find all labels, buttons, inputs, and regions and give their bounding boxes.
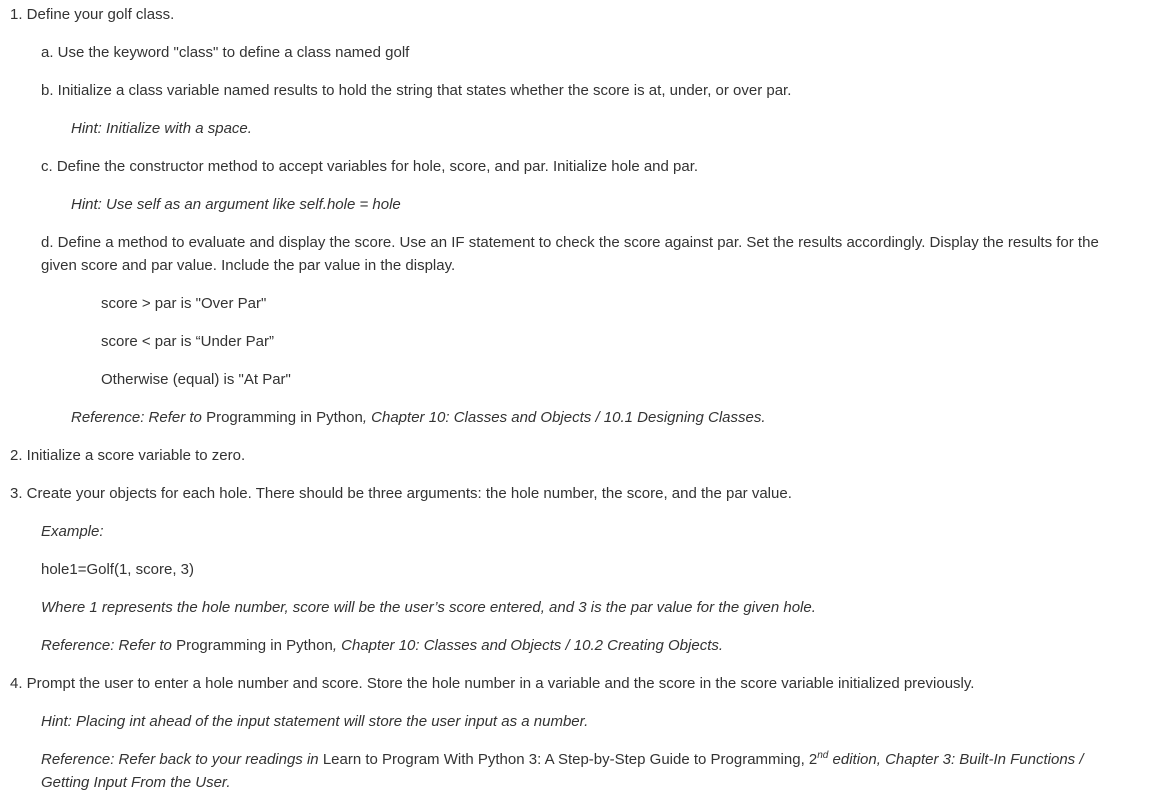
- step-4-reference-line1: [41, 749, 1084, 771]
- reference-suffix: , Chapter 10: Classes and Objects / 10.2 Creating Objects.: [332, 637, 724, 654]
- reference-prefix: Reference: Refer back to your readings in: [41, 751, 323, 768]
- step-1b-text: b. Initialize a class variable named results to hold the string that states whether the score is at, under, or over par.: [41, 82, 792, 99]
- reference-book-title: Learn to Program With Python 3: A Step-by-Step Guide to Programming, 2: [322, 751, 818, 768]
- step-1c-hint: Hint: Use self as an argument like self.hole = hole: [71, 196, 401, 213]
- reference-edition-superscript: nd: [817, 750, 829, 761]
- step-1-reference: [71, 407, 766, 429]
- step-3-example-code: hole1=Golf(1, score, 3): [41, 561, 194, 578]
- step-1a-text: a. Use the keyword "class" to define a class named golf: [41, 44, 410, 61]
- step-2-heading: 2. Initialize a score variable to zero.: [10, 447, 246, 464]
- step-3-explanation: Where 1 represents the hole number, score will be the user’s score entered, and 3 is the par value for the given hole.: [41, 599, 816, 616]
- step-1d-under-par-rule: score < par is “Under Par”: [101, 333, 274, 350]
- step-3-heading: 3. Create your objects for each hole. There should be three arguments: the hole number, the score, and the par value.: [10, 485, 792, 502]
- step-3-reference: [41, 635, 723, 657]
- reference-book-title: Programming in Python: [206, 409, 363, 426]
- step-1d-over-par-rule: score > par is "Over Par": [101, 295, 267, 312]
- step-4-heading: 4. Prompt the user to enter a hole number and score. Store the hole number in a variable and the score in the score variable initialized previously.: [10, 675, 975, 692]
- step-4-hint: Hint: Placing int ahead of the input statement will store the user input as a number.: [41, 713, 589, 730]
- step-1d-text-line2: given score and par value. Include the par value in the display.: [41, 257, 456, 274]
- reference-suffix: edition, Chapter 3: Built-In Functions /: [828, 751, 1084, 768]
- step-1b-hint: Hint: Initialize with a space.: [71, 120, 252, 137]
- step-1-heading: 1. Define your golf class.: [10, 6, 175, 23]
- reference-prefix: Reference: Refer to: [71, 409, 207, 426]
- step-4-reference-line2: Getting Input From the User.: [41, 774, 231, 791]
- reference-suffix: , Chapter 10: Classes and Objects / 10.1 Designing Classes.: [362, 409, 766, 426]
- step-1d-text-line1: d. Define a method to evaluate and display the score. Use an IF statement to check the score against par. Set the results accordingly. Display the results for the: [41, 234, 1099, 251]
- reference-book-title: Programming in Python: [176, 637, 333, 654]
- step-1d-at-par-rule: Otherwise (equal) is "At Par": [101, 371, 291, 388]
- step-1c-text: c. Define the constructor method to accept variables for hole, score, and par. Initialize hole and par.: [41, 158, 699, 175]
- step-3-example-label: Example:: [41, 523, 104, 540]
- reference-prefix: Reference: Refer to: [41, 637, 177, 654]
